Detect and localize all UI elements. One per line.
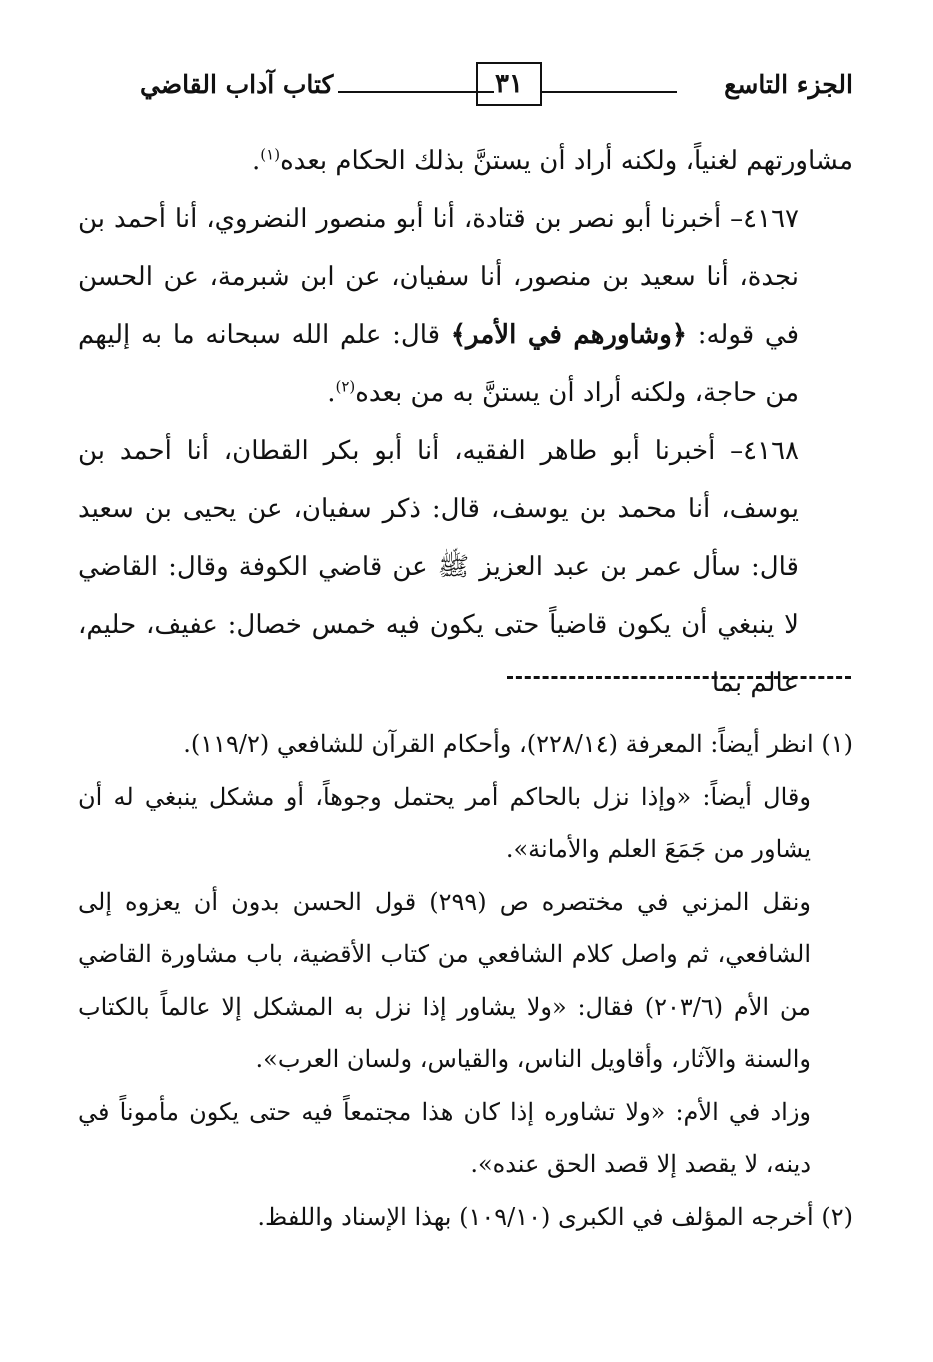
footnote-1-text-a: انظر أيضاً: المعرفة (٢٢٨/١٤)، وأحكام القرآن للشافعي (١١٩/٢). bbox=[183, 730, 814, 758]
footnote-ref-1: (١) bbox=[260, 145, 281, 164]
footnote-2-marker: (٢) bbox=[821, 1202, 853, 1231]
hadith-4167: ٤١٦٧– أخبرنا أبو نصر بن قتادة، أنا أبو منصور النضروي، أنا أحمد بن نجدة، أنا سعيد بن منصور، أنا سفيان، عن ابن شبرمة، عن الحسن في قوله: ﴿وشاورهم في الأمر﴾ قال: علم الله سبحانه ما به إليهم من حاجة، ولكنه أراد أن يستنَّ به من بعده$^{(٢)}$. bbox=[78, 204, 799, 408]
footnote-1 bbox=[78, 718, 853, 771]
header-rule-right bbox=[529, 91, 677, 93]
footnote-ref-2: (٢) bbox=[335, 377, 356, 396]
hadith-4167-text-b: قال: علم الله سبحانه ما به إليهم من حاجة، ولكنه أراد أن يستنَّ به من بعده bbox=[78, 320, 799, 408]
hadith-number-4167: ٤١٦٧ bbox=[743, 204, 799, 234]
volume-title: الجزء التاسع bbox=[724, 70, 853, 99]
running-header bbox=[140, 62, 853, 108]
quran-quote: ﴿وشاورهم في الأمر﴾ bbox=[450, 320, 688, 350]
footnote-2-text: أخرجه المؤلف في الكبرى (١٠٩/١٠) بهذا الإسناد واللفظ. bbox=[257, 1202, 814, 1231]
footnote-2 bbox=[78, 1191, 853, 1244]
footnote-1-marker: (١) bbox=[821, 730, 853, 758]
footnotes bbox=[78, 718, 853, 1243]
hadith-number-4168: ٤١٦٨ bbox=[743, 436, 799, 466]
footnote-1-para-c: ونقل المزني في مختصره ص (٢٩٩) قول الحسن بدون أن يعزوه إلى الشافعي، ثم واصل كلام الشافعي من كتاب الأقضية، باب مشاورة القاضي من الأم (٢٠٣/٦) فقال: «ولا يشاور إذا نزل به المشكل إلا عالماً بالكتاب والسنة والآثار، وأقاويل الناس، والقياس، ولسان العرب». bbox=[78, 887, 812, 1073]
hadith-4167-text-a: – أخبرنا أبو نصر بن قتادة، أنا أبو منصور النضروي، أنا أحمد بن نجدة، أنا سعيد بن منصور، أنا سفيان، عن ابن شبرمة، عن الحسن في قوله: bbox=[78, 204, 799, 350]
footnote-1-para-b: وقال أيضاً: «وإذا نزل بالحاكم أمر يحتمل وجوهاً، أو مشكل ينبغي له أن يشاور من جَمَعَ العلم والأمانة». bbox=[78, 782, 811, 863]
footnote-1-para-d: وزاد في الأم: «ولا تشاوره إذا كان هذا مجتمعاً فيه حتى يكون مأموناً في دينه، لا يقصد إلا قصد الحق عنده». bbox=[78, 1097, 812, 1178]
header-rule-left bbox=[338, 91, 494, 93]
main-text bbox=[78, 132, 853, 712]
page-number: ٣١ bbox=[476, 62, 542, 106]
hadith-4168 bbox=[78, 422, 853, 712]
paragraph-continuation: مشاورتهم لغنياً، ولكنه أراد أن يستنَّ بذلك الحكام بعده$^{(١)}$. bbox=[252, 145, 853, 176]
continuation-text: مشاورتهم لغنياً، ولكنه أراد أن يستنَّ بذلك الحكام بعده bbox=[280, 146, 853, 176]
hadith-4168-text: – أخبرنا أبو طاهر الفقيه، أنا أبو بكر القطان، أنا أحمد بن يوسف، أنا محمد بن يوسف، قال: ذكر سفيان، عن يحيى بن سعيد قال: سأل عمر بن عبد العزيز ﷺ عن قاضي الكوفة وقال: القاضي لا ينبغي أن يكون قاضياً حتى يكون فيه خمس خصال: عفيف، حليم، عالم بما bbox=[78, 436, 799, 698]
footnote-separator bbox=[507, 676, 851, 679]
book-title: كتاب آداب القاضي bbox=[140, 70, 334, 99]
